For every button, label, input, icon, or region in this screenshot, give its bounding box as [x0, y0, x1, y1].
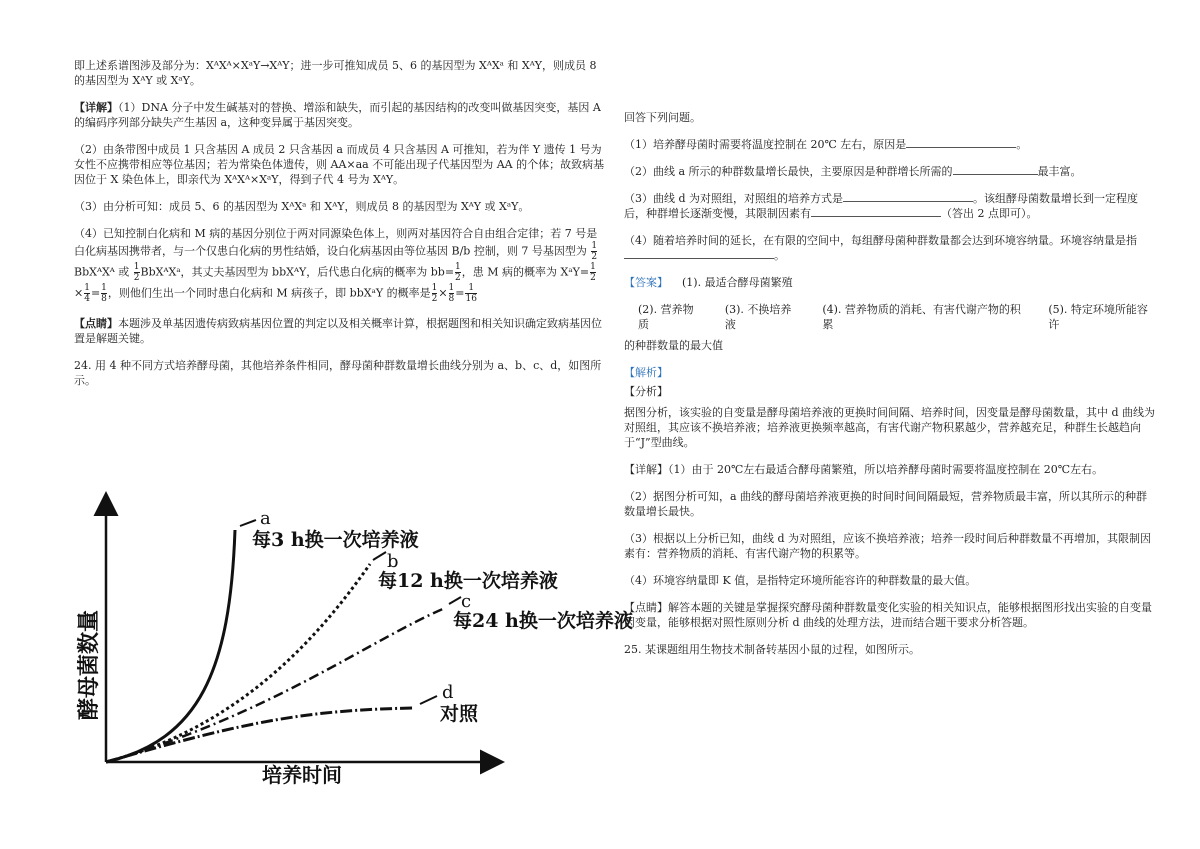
- answer-line-3: 的种群数量的最大值: [624, 339, 723, 352]
- curve-a: [106, 530, 235, 762]
- series-c-label: 每24 h换一次培养液: [453, 610, 633, 632]
- fraction-half: $\frac{1}{2}$: [455, 262, 461, 283]
- p5-text-d: ，患 M 病的概率为 XᵃY=: [461, 265, 590, 279]
- y-axis-label: 酵母菌数量: [76, 609, 102, 721]
- left-column: [74, 58, 606, 400]
- detail-2: （2）据图分析可知，a 曲线的酵母菌培养液更换的时间时间间隔最短，营养物质最丰富，所以其所示的种群数量增长最快。: [624, 490, 1148, 518]
- detail-paragraph-1: [74, 100, 606, 130]
- fenxi-label: 【分析】: [624, 385, 668, 398]
- detail-3: （3）根据以上分析已知，曲线 d 为对照组，应该不换培养液；培养一段时间后种群数量不再增加，其限制因素有：营养物质的消耗、有害代谢产物的积累等。: [624, 532, 1152, 560]
- fraction-quarter: $\frac{1}{4}$: [84, 283, 90, 304]
- curve-b: [106, 564, 370, 762]
- q24-part-2: （2）曲线 a 所示的种群数量增长最快，主要原因是种群增长所需的 最丰富。: [624, 165, 1082, 178]
- right-column: [624, 110, 1156, 669]
- arrow-d: [420, 696, 437, 704]
- q24-intro: 回答下列问题。: [624, 111, 701, 124]
- tips-label: 【点睛】: [74, 317, 118, 330]
- fraction-half: $\frac{1}{2}$: [591, 241, 598, 262]
- series-a-label: 每3 h换一次培养液: [252, 529, 419, 551]
- q24-part-1: （1）培养酵母菌时需要将温度控制在 20℃ 左右，原因是 。: [624, 138, 1028, 151]
- tips-text: 本题涉及单基因遗传病致病基因位置的判定以及相关概率计算，根据题图和相关知识确定致病基因位置是解题关键。: [74, 317, 602, 345]
- detail-paragraph-4: （4）已知控制白化病和 M 病的基因分别位于两对同源染色体上，则两对基因符合自由组合定律；若 7 号是白化病基因携带者，与一个仅患白化病的男性结婚，设白化病基因由等位基因 B/b 控制，则 7 号基因型为 $\frac{1}{2}$ BbXᴬXᴬ 或 $\frac{1}{2}$ BbXᴬXᵃ，其丈夫基因型为 bbXᴬY，后代患白化病的概率为 bb= $\frac{1}{2}$ ，患 M 病的概率为 XᵃY= $\frac{1}{2}$ × $\frac{1}{4}$ = $\frac{1}{8}$ ，则他们生出一个同时患白化病和 M 病孩子，即 bbXᵃY 的概率是 $\frac{1}{2}$ × $\frac{1}{8}$ = $\frac{1}{16}$: [74, 227, 598, 304]
- series-d-letter: d: [442, 682, 454, 703]
- analysis-label: 【解析】: [624, 366, 668, 379]
- arrow-a: [240, 520, 256, 526]
- tips-paragraph: [74, 316, 606, 346]
- detail-label: 【详解】: [74, 101, 118, 114]
- tips-2: 【点睛】解答本题的关键是掌握探究酵母菌种群数量变化实验的相关知识点，能够根据图形找出实验的自变量因变量，能够根据对照性原则分析 d 曲线的处理方法，进而结合题干要求分析答题。: [624, 601, 1152, 629]
- q24-part-4: （4）随着培养时间的延长，在有限的空间中，每组酵母菌种群数量都会达到环境容纳量。环境容纳量是指 。: [624, 234, 1137, 262]
- answer-blank: [953, 174, 1038, 175]
- p5-text-e: ，则他们生出一个同时患白化病和 M 病孩子，即 bbXᵃY 的概率是: [107, 286, 431, 300]
- detail-4: （4）环境容纳量即 K 值，是指特定环境所能容许的种群数量的最大值。: [624, 574, 977, 587]
- series-a-letter: a: [260, 508, 271, 529]
- arrow-b: [373, 552, 386, 560]
- chart-svg: [76, 490, 660, 790]
- fraction-eighth: $\frac{1}{8}$: [101, 283, 107, 304]
- p5-text-c: BbXᴬXᵃ，其丈夫基因型为 bbXᴬY，后代患白化病的概率为 bb=: [140, 265, 455, 279]
- answer-blank: [843, 201, 973, 202]
- x-axis-label: 培养时间: [262, 763, 342, 787]
- curve-d: [106, 708, 415, 762]
- p5-text-a: （4）已知控制白化病和 M 病的基因分别位于两对同源染色体上，则两对基因符合自由组合定律；若 7 号是白化病基因携带者，与一个仅患白化病的男性结婚，设白化病基因由等位基因 B/b 控制，则 7 号基因型为: [74, 227, 598, 258]
- fraction-half: $\frac{1}{2}$: [431, 283, 438, 304]
- curve-c: [106, 608, 445, 762]
- answer-blank: [811, 216, 941, 217]
- fraction-half: $\frac{1}{2}$: [590, 262, 596, 283]
- p5-text-b: BbXᴬXᴬ 或: [74, 265, 130, 279]
- detail-1: 【详解】（1）由于 20℃左右最适合酵母菌繁殖，所以培养酵母菌时需要将温度控制在 20℃左右。: [624, 463, 1104, 476]
- q24-part-3: （3）曲线 d 为对照组，对照组的培养方式是 。该组酵母菌数量增长到一定程度后，种群增长逐渐变慢，其限制因素有 （答出 2 点即可）。: [624, 192, 1139, 220]
- answer-line-2: (2). 营养物质 (3). 不换培养液 (4). 营养物质的消耗、有害代谢产物的积累 (5). 特定环境所能容许: [638, 303, 1148, 331]
- arrow-c: [449, 597, 461, 604]
- pedigree-conclusion: 即上述系谱图涉及部分为：XᴬXᴬ×XᵃY→XᴬY；进一步可推知成员 5、6 的基因型为 XᴬXᵃ 和 XᴬY，则成员 8 的基因型为 XᴬY 或 XᵃY。: [74, 59, 597, 87]
- series-c-letter: c: [461, 591, 472, 612]
- answer-label: 【答案】: [624, 276, 668, 289]
- answer-blank: [906, 147, 1016, 148]
- question-24: 24. 用 4 种不同方式培养酵母菌，其他培养条件相同，酵母菌种群数量增长曲线分别为 a、b、c、d，如图所示。: [74, 359, 602, 387]
- detail-paragraph-2: （2）由条带图中成员 1 只含基因 A 成员 2 只含基因 a 而成员 4 只含基因 A 可推知，若为伴 Y 遗传 1 号为女性不应携带相应等位基因；若为常染色体遗传，则 AA×aa 不可能出现子代基因型为 AA 的个体；故致病基因位于 X 染色体上，即亲代为 XᴬXᴬ×XᵃY，得到子代 4 号为 XᴬY。: [74, 143, 605, 186]
- detail-text-1: （1）DNA 分子中发生碱基对的替换、增添和缺失，而引起的基因结构的改变叫做基因突变，基因 A 的编码序列部分缺失产生基因 a，这种变异属于基因突变。: [74, 101, 601, 129]
- fenxi-text: 据图分析，该实验的自变量是酵母菌培养液的更换时间间隔、培养时间，因变量是酵母菌数量，其中 d 曲线为对照组，其应该不换培养液；培养液更换频率越高，有害代谢产物积累越少，营养越充足，种群生长越趋向于“J”型曲线。: [624, 406, 1156, 449]
- series-d-label: 对照: [440, 703, 479, 725]
- series-b-label: 每12 h换一次培养液: [378, 570, 558, 592]
- answer-line-1: 【答案】 (1). 最适合酵母菌繁殖: [624, 276, 793, 289]
- answer-blank: [624, 258, 774, 259]
- fraction-half: $\frac{1}{2}$: [133, 262, 140, 283]
- yeast-growth-chart: [76, 490, 660, 790]
- fraction-sixteenth: $\frac{1}{16}$: [465, 283, 477, 304]
- series-b-letter: b: [387, 551, 399, 572]
- fraction-eighth: $\frac{1}{8}$: [448, 283, 455, 304]
- question-25: 25. 某课题组用生物技术制备转基因小鼠的过程，如图所示。: [624, 643, 920, 656]
- detail-paragraph-3: （3）由分析可知：成员 5、6 的基因型为 XᴬXᵃ 和 XᴬY，则成员 8 的基因型为 XᴬY 或 XᵃY。: [74, 200, 530, 213]
